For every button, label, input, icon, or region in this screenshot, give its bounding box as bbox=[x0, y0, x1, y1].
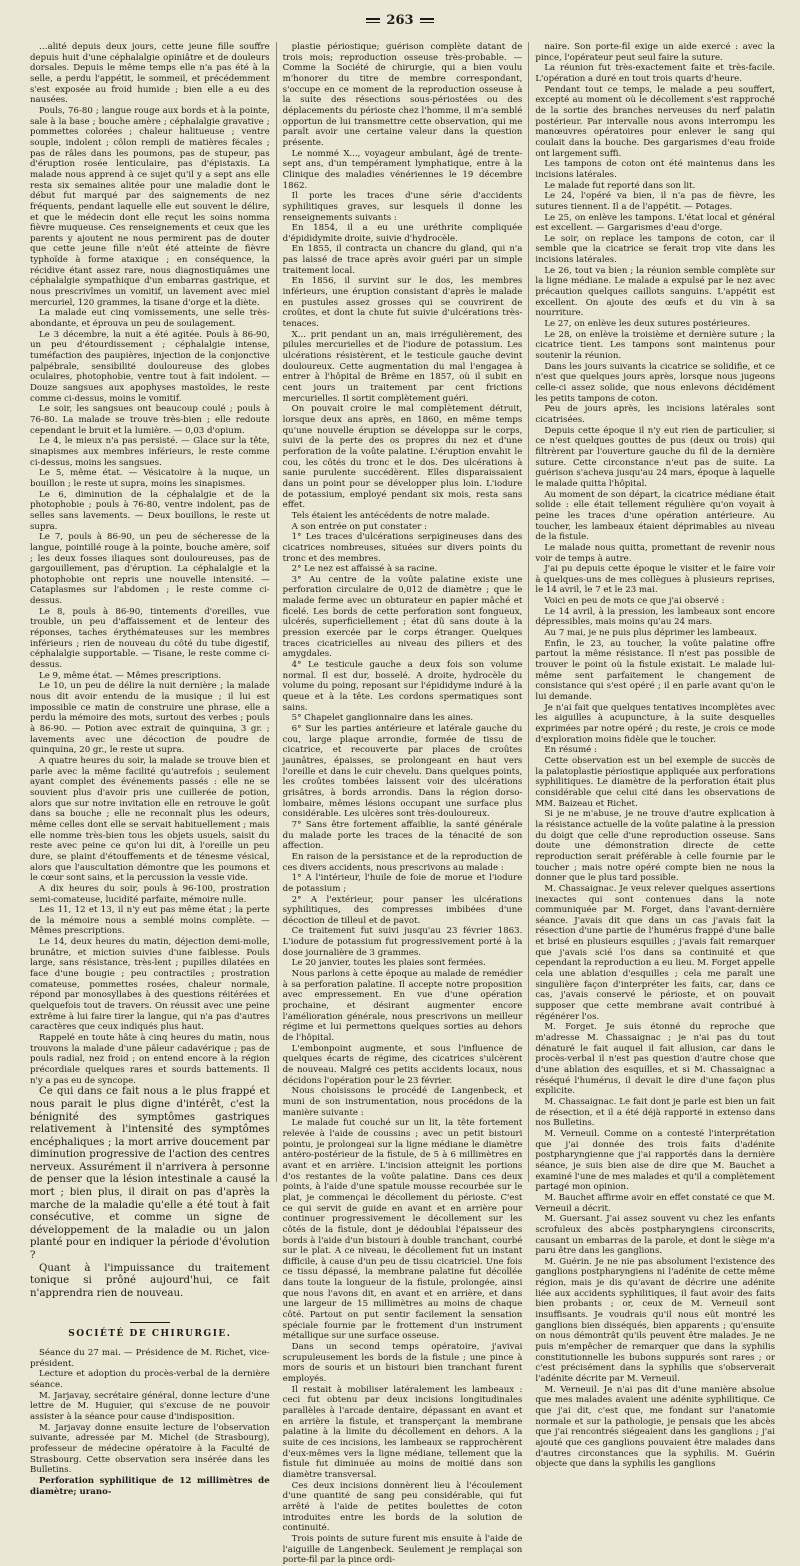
paragraph: 3° Au centre de la voûte palatine existe une perforation circulaire de 0,012 de diamètre ; que le malade ferme avec un obturateur en papier mâché et ficelé. Les bords de cette perforation sont fongueux, ulcérés, superficiellement ; état dû sans doute à la pression exercée par le corps étranger. Quelques traces cicatricielles au niveau des piliers et des amygdales. bbox=[282, 574, 523, 660]
paragraph: En raison de la persistance et de la reproduction de ces divers accidents, nous prescrivons au malade : bbox=[282, 851, 523, 873]
paragraph: J'ai pu depuis cette époque le visiter et le faire voir à quelques-uns de mes collègues à plusieurs reprises, le 14 avril, le 7 et le 23 mai. bbox=[535, 564, 776, 596]
paragraph: Le 5, même état. — Vésicatoire à la nuque, un bouillon ; le reste ut supra, moins les sinapismes. bbox=[30, 468, 270, 489]
paragraph: La réunion fut très-exactement faite et très-facile. L'opération a duré en tout trois quarts d'heure. bbox=[535, 63, 776, 84]
paragraph: Le 9, même état. — Mêmes prescriptions. bbox=[39, 670, 222, 681]
paragraph: Le 8, pouls à 86-90, tintements d'oreilles, vue trouble, un peu d'affaissement et de lenteur des réponses, taches érythémateuses sur les membres inférieurs ; rien de nouveau du côté du tube digestif, céphalalgie supportable. — Tisane, le reste comme ci-dessus. bbox=[30, 606, 270, 671]
paragraph: Nous parlons à cette époque au malade de remédier à sa perforation palatine. Il accepte notre proposition avec empressement. En vue d'une opération prochaine, et désirant augmenter encore l'amélioration générale, nous prescrivons un meilleur régime et lui permettons quelques sorties au dehors de l'hôpital. bbox=[282, 969, 523, 1044]
paragraph: Il restait à mobiliser latéralement les lambeaux : ceci fut obtenu par deux incisions longitudinales parallèles à l'arcade dentaire, dépassant en avant et en arrière la fistule, et transperçant la membrane palatine à la limite du décollement en dehors. A la suite de ces incisions, les lambeaux se rapprochèrent d'eux-mêmes vers la ligne médiane, tellement que la fistule fut diminuée au moins de moitié dans son diamètre transversal. bbox=[282, 1384, 523, 1480]
paragraph: Quant à l'impuissance du traitement tonique si prôné aujourd'hui, ce fait n'apprendra rien de nouveau. bbox=[30, 1262, 270, 1299]
paragraph: En 1856, il survint sur le dos, les membres inférieurs, une éruption consistant d'après le malade en pustules assez grosses qui se couvrirent de croûtes, et dont la chute fut suivie d'ulcérations très-tenaces. bbox=[282, 276, 523, 330]
paragraph: Le malade fut couché sur un lit, la tête fortement relevée à l'aide de coussins ; avec un petit bistouri pointu, je prolongeai sur la ligne médiane le diamètre antéro-postérieur de la fistule, de 5 à 6 millimètres en avant et en arrière. L'incision atteignit les portions d'os restantes de la voûte palatine. Dans ces deux points, à l'aide d'une spatule mousse recourbée sur le plat, je commençai le décollement du périoste. C'est ce qui servit de guide en avant et en arrière pour continuer progressivement le décollement sur les côtés de la fistule, dont je dédoublai l'épaisseur des bords à l'aide d'un bistouri à double tranchant, courbé sur le plat. A ce niveau, le décollement fut un instant difficile, à cause d'un peu de tissu cicatriciel. Une fois ce tissu dépassé, la membrane palatine fut décollée dans toute la longueur de la fistule, prolongée, ainsi que nous l'avons dit, en avant et en arrière, et dans une largeur de 15 millimètres au moins de chaque côté. Partout on put sentir facilement la sensation spéciale fournie par le frottement d'un instrument métallique sur une surface osseuse. bbox=[282, 1118, 523, 1342]
paragraph: A quatre heures du soir, la malade se trouve bien et parle avec la même facilité qu'autrefois ; seulement ayant complet des événements passés : elle ne se souvient plus d'avoir pris une cuillerée de potion, alors que sur notre invitation elle en retrouve le goût dans sa bouche ; elle ne reconnaît plus les odeurs, même celles dont elle se servait habituellement ; mais elle nomme très-bien tous les objets usuels, saisit du reste avec peine ce qu'on lui dit, à l'oreille un peu dure, se plaint d'étouffements et de ténesme vésical, alors que l'auscultation démontre que les poumons et le cœur sont sains, et la percussion la vessie vide. bbox=[30, 755, 270, 884]
paragraph: Lecture et adoption du procès-verbal de la dernière séance. bbox=[30, 1369, 270, 1391]
paragraph: Le 3 décembre, la nuit a été agitée. Pouls à 86-90, un peu d'étourdissement ; céphalalgie intense, tuméfaction des paupières, injection de la conjonctive palpébrale, sensibilité douloureuse des globes oculaires, photophobie, ventre tout à fait indolent. — Douze sangsues aux apophyses mastoïdes, le reste comme ci-dessus, moins le vomitif. bbox=[30, 329, 270, 404]
paragraph: 7° Sans être fortement affaiblie, la santé générale du malade porte les traces de la ténacité de son affection. bbox=[282, 819, 523, 852]
paragraph: En résumé : bbox=[544, 745, 597, 756]
column-right bbox=[535, 42, 776, 1470]
paragraph: …alité depuis deux jours, cette jeune fille souffre depuis huit d'une céphalalgie opiniâtre et de douleurs dorsales. Depuis le même temps elle n'a pas été à la selle, a perdu l'appétit, le sommeil, et précédemment s'est exposée au froid humide ; bien elle a eu des nausées. bbox=[30, 42, 270, 106]
header-ornament-left bbox=[366, 18, 380, 23]
paragraph: M. Chassaignac. Je veux relever quelques assertions inexactes qui sont contenues dans la note communiquée par M. Forget, dans l'avant-dernière séance. J'avais dit que dans un cas j'avais fait la résection d'une partie de l'humérus frappé d'une balle et brisé en plusieurs esquilles ; j'avais fait remarquer que j'avais scié l'os dans sa continuité et que cependant la reproduction a eu lieu. M. Forget appelle cela une ablation d'esquilles ; cela me paraît une singulière façon d'interpréter les faits, car, dans ce cas, j'avais conservé le périoste, et on pouvait supposer que cette membrane avait contribué à régénérer l'os. bbox=[535, 883, 776, 1022]
paragraph: Depuis cette époque il n'y eut rien de particulier, si ce n'est quelques gouttes de pus (deux ou trois) qui filtrèrent par l'ouverture gauche du fil de la dernière suture. Cette circonstance n'eut pas de suite. La guérison s'acheva jusqu'au 24 mars, époque à laquelle le malade quitta l'hôpital. bbox=[535, 425, 776, 489]
paragraph: 1° A l'intérieur, l'huile de foie de morue et l'iodure de potassium ; bbox=[282, 873, 523, 894]
paragraph: Pendant tout ce temps, le malade a peu souffert, excepté au moment où le décollement s'est rapproché de la sortie des branches nerveuses du nerf palatin postérieur. Par intervalle nous avons interrompu les manœuvres opératoires pour enlever le sang qui coulait dans la bouche. Des gargarismes d'eau froide ont largement suffi. bbox=[535, 84, 776, 159]
paragraph: Dans un second temps opératoire, j'avivai scrupuleusement les bords de la fistule ; une pince à mors de souris et un bistouri bien tranchant furent employés. bbox=[282, 1342, 523, 1385]
paragraph: Le 20 janvier, toutes les plaies sont fermées. bbox=[291, 958, 486, 969]
paragraph: La malade eut cinq vomissements, une selle très-abondante, et éprouva un peu de soulagement. bbox=[30, 308, 270, 330]
paragraph: M. Verneuil. Comme on a contesté l'interprétation que j'ai donnée des trois faits d'adénite postpharyngienne que j'ai rapportés dans la dernière séance, je suis bien aise de dire que M. Bauchet a examiné l'une de mes malades et qu'il a complètement partagé mon opinion. bbox=[535, 1128, 776, 1193]
paragraph: Perforation syphilitique de 12 millimètres de diamètre; urano- bbox=[30, 1475, 270, 1497]
page-header bbox=[0, 8, 800, 32]
paragraph: M. Verneuil. Je n'ai pas dit d'une manière absolue que mes malades avaient une adénite syphilitique. Ce que j'ai dit, c'est que, me fondant sur l'anatomie normale et sur la pathologie, je pensais que les abcès que j'ai rencontrés siégeaient dans les ganglions ; j'ai ajouté que ces ganglions pouvaient être malades dans d'autres circonstances que la syphilis. M. Guérin objecte que dans la syphilis les ganglions bbox=[535, 1384, 776, 1470]
paragraph: A dix heures du soir, pouls à 96-100, prostration semi-comateuse, lucidité parfaite, mémoire nulle. bbox=[30, 883, 270, 905]
paragraph: Le 24, l'opéré va bien, il n'a pas de fièvre, les sutures tiennent. Il a de l'appétit. — Potages. bbox=[535, 191, 776, 212]
paragraph: Le 14 avril, à la pression, les lambeaux sont encore dépressibles, mais moins qu'au 24 mars. bbox=[535, 606, 776, 628]
paragraph: A son entrée on put constater : bbox=[291, 521, 427, 532]
paragraph: M. Jarjavay donne ensuite lecture de l'observation suivante, adressée par M. Michel (de Strasbourg), professeur de médecine opératoire à la Faculté de Strasbourg. Cette observation sera insérée dans les Bulletins. bbox=[30, 1422, 270, 1476]
paragraph: Voici en peu de mots ce que j'ai observé : bbox=[544, 596, 725, 607]
paragraph: 5° Chapelet ganglionnaire dans les aines. bbox=[291, 713, 474, 724]
paragraph: 2° A l'extérieur, pour panser les ulcérations syphilitiques, des compresses imbibées d'une décoction de tilleul et de pavot. bbox=[282, 894, 523, 926]
paragraph: 6° Sur les parties antérieure et latérale gauche du cou, large plaque arrondie, formée de tissu de cicatrice, et recouverte par places de croûtes jaunâtres, épaisses, se prolongeant en haut vers l'oreille et dans le cuir chevelu. Dans quelques points, les croûtes tombées laissent voir des ulcérations grisâtres, à bords arrondis. Dans la région dorso-lombaire, mêmes lésions occupant une surface plus considérable. Les ulcères sont très-douloureux. bbox=[282, 724, 523, 820]
paragraph: Le malade fut reporté dans son lit. bbox=[544, 180, 696, 191]
paragraph: Dans les jours suivants la cicatrice se solidifie, et ce n'est que quelques jours après, lorsque nous jugeons celle-ci assez solide, que nous enlevons décidément les petits tampons de coton. bbox=[535, 361, 776, 404]
paragraph: Au 7 mai, je ne puis plus déprimer les lambeaux. bbox=[544, 628, 758, 639]
paragraph: Le 7, pouls à 86-90, un peu de sécheresse de la langue, pointillé rouge à la pointe, bouche amère, soif ; les deux fosses iliaques sont douloureuses, pas de gargouillement, pas d'éruption. La céphalalgie et la photophobie ont repris une nouvelle intensité. — Cataplasmes sur l'abdomen ; le reste comme ci-dessus. bbox=[30, 532, 270, 607]
column-middle bbox=[282, 42, 523, 1566]
column-divider bbox=[528, 42, 529, 1182]
paragraph: Enfin, le 23, au toucher, la voûte palatine offre partout la même résistance. Il n'est pas possible de trouver le point où la fistule existait. Le malade lui-même sent parfaitement le changement de consistance qui s'est opéré ; il en parle avant qu'on le lui demande. bbox=[535, 638, 776, 703]
paragraph: Séance du 27 mai. — Présidence de M. Richet, vice-président. bbox=[30, 1348, 270, 1369]
paragraph: naire. Son porte-fil exige un aide exercé : avec la pince, l'opérateur peut seul faire la suture. bbox=[535, 42, 776, 63]
paragraph: Trois points de suture furent mis ensuite à l'aide de l'aiguille de Langenbeck. Seulement je remplaçai son porte-fil par la pince ordi- bbox=[282, 1533, 523, 1566]
paragraph: Le 10, un peu de délire la nuit dernière ; la malade nous dit avoir entendu de la musique ; il lui est impossible ce matin de construire une phrase, elle a perdu la mémoire des mots, surtout des verbes ; pouls à 86-90. — Potion avec extrait de quinquina, 3 gr. ; lavements avec une décoction de poudre de quinquina, 20 gr., le reste ut supra. bbox=[30, 681, 270, 756]
paragraph: Tels étaient les antécédents de notre malade. bbox=[291, 510, 490, 521]
paragraph: Le 28, on enlève la troisième et dernière suture ; la cicatrice tient. Les tampons sont maintenus pour soutenir la réunion. bbox=[535, 329, 776, 362]
paragraph: Le soir, on replace les tampons de coton, car il semble que la cicatrice se ferait trop vite dans les incisions latérales. bbox=[535, 233, 776, 266]
paragraph: En 1855, il contracta un chancre du gland, qui n'a pas laissé de trace après avoir guéri par un simple traitement local. bbox=[282, 244, 523, 276]
paragraph: Le 6, diminution de la céphalalgie et de la photophobie ; pouls à 76-80, ventre indolent, pas de selles sans lavements. — Deux bouillons, le reste ut supra. bbox=[30, 489, 270, 532]
paragraph: Ces deux incisions donnèrent lieu à l'écoulement d'une quantité de sang peu considérable, qui fut arrêté à l'aide de petites boulettes de coton introduites entre les bords de la solution de continuité. bbox=[282, 1480, 523, 1534]
paragraph: Il porte les traces d'une série d'accidents syphilitiques graves, sur lesquels il donne les renseignements suivants : bbox=[282, 191, 523, 223]
paragraph: Cette observation est un bel exemple de succès de la palatoplastie périostique appliquée aux perforations syphilitiques. Le diamètre de la perforation était plus considérable que celui cité dans les observations de MM. Baizeau et Richet. bbox=[535, 755, 776, 809]
paragraph: Le nommé X..., voyageur ambulant, âgé de trente-sept ans, d'un tempérament lymphatique, entre à la Clinique des maladies vénériennes le 19 décembre 1862. bbox=[282, 148, 523, 191]
paragraph: 1° Les traces d'ulcérations serpigineuses dans des cicatrices nombreuses, situées sur divers points du tronc et des membres. bbox=[282, 532, 523, 564]
paragraph: Le 27, on enlève les deux sutures postérieures. bbox=[544, 319, 751, 330]
text-columns bbox=[30, 42, 776, 1566]
paragraph: Pouls, 76-80 ; langue rouge aux bords et à la pointe, sale à la base ; bouche amère ; céphalalgie gravative ; pommettes colorées ; chaleur halitueuse ; ventre souple, indolent ; côlon rempli de matières fécales ; pas de râles dans les poumons, pas de stupeur, pas d'éruption rosée lenticulaire, pas d'épistaxis. La malade nous apprend à ce sujet qu'il y a sept ans elle resta six semaines alitée pour une maladie dont le début fut marqué par des saignements de nez fréquents, pendant laquelle elle eut souvent le délire, et que le médecin dont elle reçut les soins nomma fièvre muqueuse. Ces renseignements et ceux que les parents y ajoutent ne nous permirent pas de douter que cette jeune fille n'eût été atteinte de fièvre typhoïde à forme ataxique ; en conséquence, la récidive étant assez rare, nous diagnostiquâmes une céphalalgie sympathique d'un embarras gastrique, et nous prescrivîmes un vomitif, un lavement avec miel mercuriel, 120 grammes, la tisane d'orge et la diète. bbox=[30, 105, 270, 308]
paragraph: Le malade nous quitta, promettant de revenir nous voir de temps à autre. bbox=[535, 542, 776, 564]
section-title: SOCIÉTÉ DE CHIRURGIE. bbox=[30, 1322, 270, 1340]
paragraph: M. Guersant. J'ai assez souvent vu chez les enfants scrofuleux des abcès postpharyngiens circonscrits, causant un embarras de la parole, et dont le siège m'a paru être dans les ganglions. bbox=[535, 1214, 776, 1257]
paragraph: En 1854, il a eu une uréthrite compliquée d'épididymite droite, suivie d'hydrocèle. bbox=[282, 223, 523, 244]
page-number: 263 bbox=[386, 12, 414, 28]
paragraph: plastie périostique; guérison complète datant de trois mois; reproduction osseuse très-probable. — Comme la Société de chirurgie, qui a bien voulu m'honorer du titre de membre correspondant, s'occupe en ce moment de la reproduction osseuse à la suite des résections sous-périostées ou des déplacements du périoste chez l'homme, il m'a semblé opportun de lui transmettre cette observation, qui me paraît avoir une certaine valeur dans la question présente. bbox=[282, 42, 523, 148]
paragraph: Le soir, les sangsues ont beaucoup coulé ; pouls à 76-80. La malade se trouve très-bien ; elle redoute cependant le bruit et la lumière. — 0,03 d'opium. bbox=[30, 404, 270, 436]
paragraph: Les tampons de coton ont été maintenus dans les incisions latérales. bbox=[535, 159, 776, 180]
header-ornament-right bbox=[420, 18, 434, 23]
paragraph: X... prit pendant un an, mais irrégulièrement, des pilules mercurielles et de l'iodure de potassium. Les ulcérations résistèrent, et le testicule gauche devint douloureux. Cette augmentation du mal l'engagea à entrer à l'hôpital de Brême en 1857, où il subit en cent jours un traitement par cent frictions mercurielles. Il sortit complètement guéri. bbox=[282, 329, 523, 404]
paragraph: M. Chassaignac. Le fait dont je parle est bien un fait de résection, et il a été déjà rapporté in extenso dans nos Bulletins. bbox=[535, 1096, 776, 1129]
paragraph: Nous choisissons le procédé de Langenbeck, et muni de son instrumentation, nous procédons de la manière suivante : bbox=[282, 1086, 523, 1118]
paragraph: Rappelé en toute hâte à cinq heures du matin, nous trouvons la malade d'une pâleur cadavérique ; pas de pouls radial, nez froid ; on entend encore à la région précordiale quelques rares et sourds battements. Il n'y a pas eu de syncope. bbox=[30, 1033, 270, 1086]
column-left bbox=[30, 42, 270, 1497]
paragraph: M. Jarjavay, secrétaire général, donne lecture d'une lettre de M. Huguier, qui s'excuse de ne pouvoir assister à la séance pour cause d'indisposition. bbox=[30, 1390, 270, 1422]
paragraph: Ce qui dans ce fait nous a le plus frappé et nous parait le plus digne d'intérêt, c'est la bénignité des symptômes gastriques relativement à l'intensité des symptômes encéphaliques ; la mort arrive doucement par diminution progressive de l'action des centres nerveux. Assurément il n'arrivera à personne de penser que la lésion intestinale a causé la mort ; bien plus, il dirait on pas d'après la marche de la maladie qu'elle a été tout à fait consécutive, et comme un signe de développement de la maladie ou un jalon planté pour en indiquer la période d'évolution ? bbox=[30, 1086, 270, 1262]
paragraph: Le 26, tout va bien ; la réunion semble complète sur la ligne médiane. Le malade a expulsé par le nez avec précaution quelques caillots sanguins. L'appétit est excellent. On ajoute des œufs et du vin à sa nourriture. bbox=[535, 265, 776, 319]
column-divider bbox=[276, 42, 277, 1182]
paragraph: Le 25, on enlève les tampons. L'état local et général est excellent. — Gargarismes d'eau d'orge. bbox=[535, 212, 776, 234]
paragraph: M. Guérin. Je ne nie pas absolument l'existence des ganglions postpharyngiens ni l'adénite de cette même région, mais je dis qu'avant de décrire une adénite liée aux accidents syphilitiques, il faut avoir des faits bien probants ; or, ceux de M. Verneuil sont insuffisants. Je voudrais qu'il nous eût montré les ganglions bien disséqués, bien apparents ; qu'ensuite on nous démontrât qu'ils peuvent être malades. Je ne puis m'empêcher de remarquer que dans la syphilis constitutionnelle les bubons suppurés sont rares ; or c'est précisément dans la syphilis que s'observerait l'adénite décrite par M. Verneuil. bbox=[535, 1256, 776, 1385]
paragraph: Le 4, le mieux n'a pas persisté. — Glace sur la tête, sinapismes aux membres inférieurs, le reste comme ci-dessus, moins les sangsues. bbox=[30, 436, 270, 468]
paragraph: Peu de jours après, les incisions latérales sont cicatrisées. bbox=[535, 404, 776, 425]
paragraph: M. Forget. Je suis étonné du reproche que m'adresse M. Chassaignac ; je n'ai pas du tout dénaturé le fait auquel il fait allusion, car dans le procès-verbal il n'est pas question d'autre chose que d'une ablation des esquilles, et si M. Chassaignac a réséqué l'humérus, il devait le dire d'une façon plus explicite. bbox=[535, 1022, 776, 1097]
paragraph: Si je ne m'abuse, je ne trouve d'autre explication à la résistance actuelle de la voûte palatine à la pression du doigt que celle d'une reproduction osseuse. Sans doute une démonstration directe de cette reproduction serait préférable à celle fournie par le toucher ; mais notre opéré compte bien ne nous la donner que le plus tard possible. bbox=[535, 809, 776, 884]
paragraph: 2° Le nez est affaissé à sa racine. bbox=[291, 564, 438, 575]
paragraph: 4° Le testicule gauche a deux fois son volume normal. Il est dur, bosselé. A droite, hydrocèle du volume du poing, reposant sur l'épididyme induré à la queue et à la tête. Les cordons spermatiques sont sains. bbox=[282, 660, 523, 713]
paragraph: L'embonpoint augmente, et sous l'influence de quelques écarts de régime, des cicatrices s'ulcèrent de nouveau. Malgré ces petits accidents locaux, nous décidons l'opération pour le 23 février. bbox=[282, 1043, 523, 1086]
paragraph: On pouvait croire le mal complètement détruit, lorsque deux ans après, en 1860, en même temps qu'une nouvelle éruption se développa sur le corps, suivi de la perte des os propres du nez et d'une perforation de la voûte palatine. L'éruption envahit le cou, les côtés du tronc et le dos. Des ulcérations à sanie purulente succédèrent. Elles disparaissaient dans un point pour se développer plus loin. L'iodure de potassium, employé pendant six mois, resta sans effet. bbox=[282, 404, 523, 511]
paragraph: Le 14, deux heures du matin, déjection demi-molle, brunâtre, et miction suivies d'une faiblesse. Pouls large, sans résistance, très-lent ; pupilles dilatées en face d'une bougie ; peu contractiles ; prostration comateuse, pommettes rosées, chaleur normale, répond par monosyllabes à des questions réitérées et quelquefois tout de travers. On réussit avec une peine extrême à lui faire tirer la langue, qui n'a pas d'autres caractères que ceux indiqués plus haut. bbox=[30, 937, 270, 1033]
paragraph: Je n'ai fait que quelques tentatives incomplètes avec les aiguilles à acupuncture, à la suite desquelles exprimées par notre opéré ; du reste, je crois ce mode d'exploration moins fidèle que le toucher. bbox=[535, 702, 776, 745]
paragraph: Au moment de son départ, la cicatrice médiane était solide : elle était tellement régulière qu'on voyait à peine les traces d'une opération antérieure. Au toucher, les lambeaux étaient déprimables au niveau de la fistule. bbox=[535, 489, 776, 543]
paragraph: M. Bauchet affirme avoir en effet constaté ce que M. Verneuil a décrit. bbox=[535, 1192, 776, 1214]
paragraph: Ce traitement fut suivi jusqu'au 23 février 1863. L'iodure de potassium fut progressivement porté à la dose journalière de 3 grammes. bbox=[282, 926, 523, 958]
paragraph: Les 11, 12 et 13, il n'y eut pas même état ; la perte de la mémoire nous a semblé moins complète. — Mêmes prescriptions. bbox=[30, 905, 270, 937]
